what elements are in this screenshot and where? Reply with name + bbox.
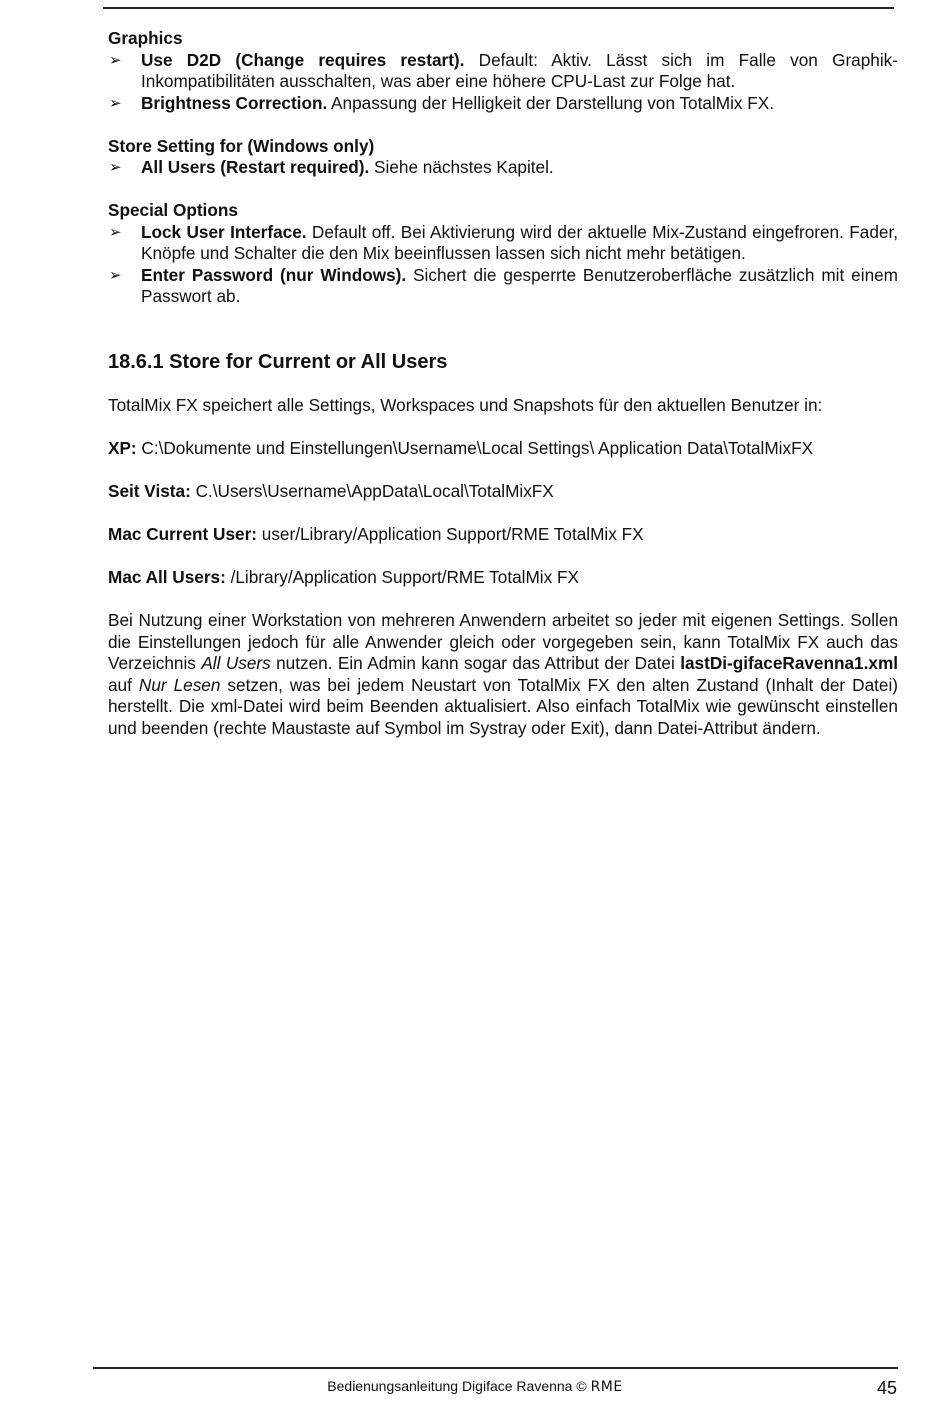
list-item bbox=[108, 265, 898, 308]
page-number: 45 bbox=[876, 1378, 897, 1398]
arrowhead-bullet-icon: ➢ bbox=[109, 159, 122, 176]
item-title: Brightness Correction. bbox=[141, 92, 328, 113]
top-rule bbox=[103, 7, 894, 9]
section-title: 18.6.1 Store for Current or All Users bbox=[108, 350, 448, 373]
item-text: Sichert die gesperrte Benutzeroberfläche zusätzlich mit einem Passwort ab. bbox=[141, 264, 898, 306]
paragraph-filename: lastDi-gifaceRavenna1.xml bbox=[680, 653, 899, 673]
item-title: All Users (Restart required). bbox=[141, 157, 370, 177]
store-setting-list bbox=[108, 157, 898, 179]
path-value: user/Library/Application Support/RME TotalMix FX bbox=[257, 524, 644, 544]
arrowhead-bullet-icon: ➢ bbox=[109, 223, 122, 241]
rme-logo: RME bbox=[590, 1379, 623, 1395]
path-xp bbox=[108, 438, 898, 460]
paragraph-italic: All Users bbox=[201, 653, 271, 673]
body-paragraph bbox=[108, 610, 898, 739]
item-text: Default off. Bei Aktivierung wird der aktuelle Mix-Zustand eingefroren. Fader, Knöpfe und Schalter die den Mix beeinflussen lassen sich nicht mehr betätigen. bbox=[141, 221, 898, 263]
path-label: Seit Vista: bbox=[108, 481, 191, 501]
store-setting-heading: Store Setting for (Windows only) bbox=[108, 135, 375, 156]
item-text: Default: Aktiv. Lässt sich im Falle von Graphik-Inkompatibilitäten ausschalten, was aber eine höhere CPU-Last zur Folge hat. bbox=[141, 49, 898, 91]
item-text: Siehe nächstes Kapitel. bbox=[369, 157, 554, 177]
path-value: C:\Dokumente und Einstellungen\Username\Local Settings\ Application Data\TotalMixFX bbox=[136, 438, 814, 458]
section-intro: TotalMix FX speichert alle Settings, Workspaces und Snapshots für den aktuellen Benutzer in: bbox=[108, 395, 823, 415]
path-value: C.\Users\Username\AppData\Local\TotalMixFX bbox=[190, 481, 554, 501]
arrowhead-bullet-icon: ➢ bbox=[109, 266, 122, 284]
graphics-heading: Graphics bbox=[108, 28, 183, 48]
document-body bbox=[108, 28, 898, 739]
item-title: Enter Password (nur Windows). bbox=[141, 264, 407, 285]
path-vista bbox=[108, 481, 898, 503]
list-item bbox=[108, 93, 898, 115]
footer-rule bbox=[93, 1367, 898, 1369]
arrowhead-bullet-icon: ➢ bbox=[109, 94, 122, 112]
arrowhead-bullet-icon: ➢ bbox=[109, 51, 122, 69]
item-title: Use D2D (Change requires restart). bbox=[141, 49, 465, 70]
path-label: XP: bbox=[108, 438, 137, 458]
path-label: Mac Current User: bbox=[108, 524, 257, 544]
paragraph-text: nutzen. Ein Admin kann sogar das Attribut der Datei bbox=[270, 653, 681, 673]
special-options-list bbox=[108, 222, 898, 308]
list-item bbox=[108, 50, 898, 93]
footer-title: Bedienungsanleitung Digiface Ravenna © bbox=[327, 1378, 587, 1394]
item-text: Anpassung der Helligkeit der Darstellung von TotalMix FX. bbox=[327, 92, 775, 113]
footer bbox=[0, 1378, 950, 1396]
path-label: Mac All Users: bbox=[108, 567, 226, 587]
item-title: Lock User Interface. bbox=[141, 221, 307, 242]
path-mac-all bbox=[108, 567, 898, 589]
paragraph-text: Bei Nutzung einer Workstation von mehreren Anwendern arbeitet so jeder mit eigenen Settings. Sollen die Einstellungen jedoch für alle Anwender gleich oder vorgegeben sein, kann TotalMix FX auch das Verzeichnis bbox=[108, 610, 898, 673]
path-mac-current bbox=[108, 524, 898, 546]
paragraph-text: auf bbox=[108, 674, 139, 695]
list-item bbox=[108, 157, 898, 179]
path-value: /Library/Application Support/RME TotalMix FX bbox=[225, 567, 579, 587]
list-item bbox=[108, 222, 898, 265]
paragraph-italic: Nur Lesen bbox=[138, 674, 221, 695]
paragraph-text: setzen, was bei jedem Neustart von TotalMix FX den alten Zustand (Inhalt der Datei) herstellt. Die xml-Datei wird beim Beenden aktualisiert. Also einfach TotalMix wie gewünscht einstellen und beenden (rechte Maustaste auf Symbol im Systray oder Exit), dann Datei-Attribut ändern. bbox=[108, 674, 898, 738]
special-options-heading: Special Options bbox=[108, 200, 238, 220]
graphics-list bbox=[108, 50, 898, 115]
